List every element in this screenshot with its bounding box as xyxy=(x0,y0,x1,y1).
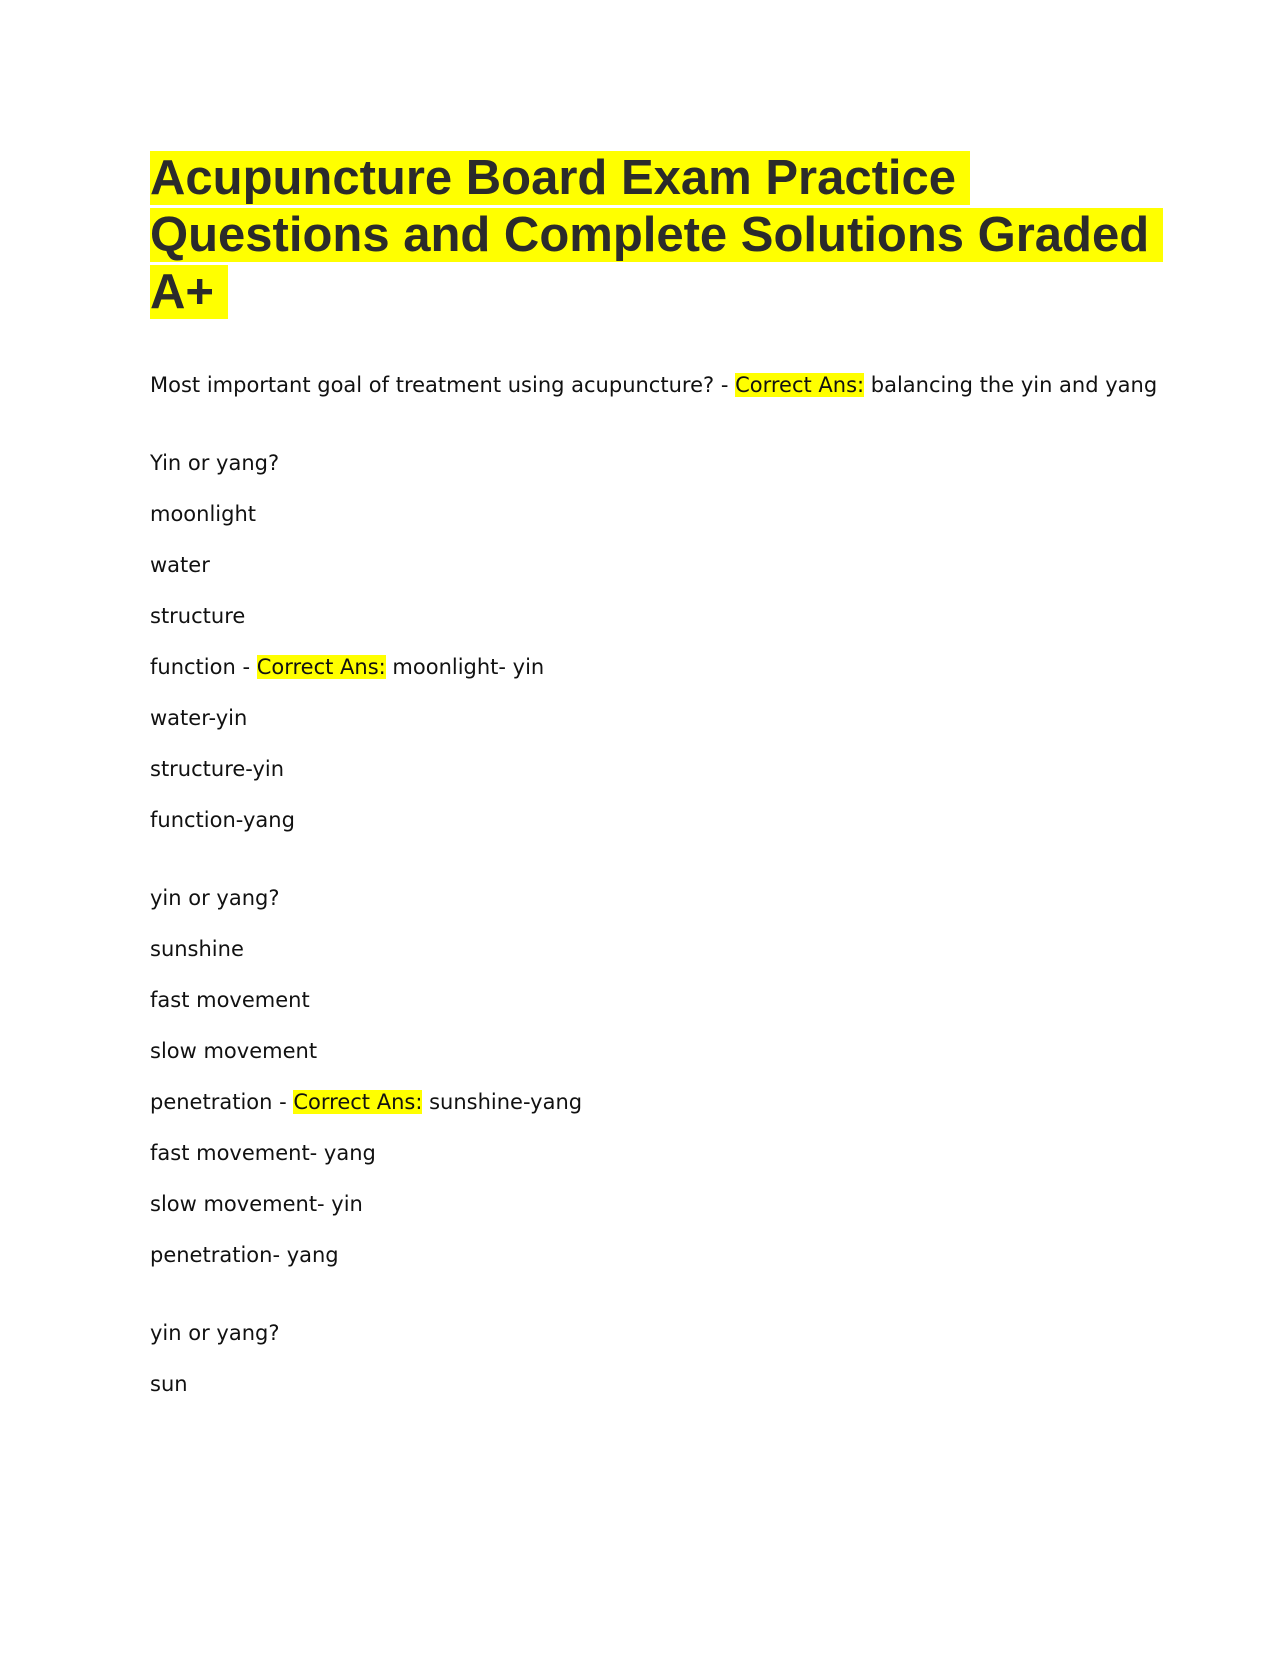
question-2-item: function - xyxy=(150,655,257,679)
question-2-answer: moonlight- yin xyxy=(385,655,545,679)
question-4-text: yin or yang? xyxy=(150,1321,280,1345)
question-1-text: Most important goal of treatment using acupuncture? - xyxy=(150,373,736,397)
question-3-item: fast movement xyxy=(150,988,310,1012)
question-2-answer: function-yang xyxy=(150,808,295,832)
paragraph-gap xyxy=(150,399,1150,449)
paragraph-gap xyxy=(150,834,1150,884)
question-3-item: slow movement xyxy=(150,1039,318,1063)
question-2-item: water xyxy=(150,553,210,577)
question-3-answer-line xyxy=(150,1088,1150,1116)
question-2-item: moonlight xyxy=(150,502,257,526)
question-3-answer: sunshine-yang xyxy=(422,1090,583,1114)
question-2-text: Yin or yang? xyxy=(150,451,280,475)
question-3-text: yin or yang? xyxy=(150,886,280,910)
question-3-item: sunshine xyxy=(150,937,244,961)
question-2-answer: structure-yin xyxy=(150,757,285,781)
question-2-answer-line xyxy=(150,653,1150,681)
question-2-item: structure xyxy=(150,604,246,628)
question-3-answer: fast movement- yang xyxy=(150,1141,376,1165)
question-2-answer: water-yin xyxy=(150,706,248,730)
question-3-item: penetration - xyxy=(150,1090,294,1114)
question-1 xyxy=(150,371,1158,399)
question-4-item: sun xyxy=(150,1372,188,1396)
document-content xyxy=(150,150,1158,1398)
title-highlight: Acupuncture Board Exam Practice Questions and Complete Solutions Graded A+ xyxy=(150,151,1163,319)
question-3-answer: penetration- yang xyxy=(150,1243,339,1267)
correct-ans-highlight: Correct Ans: xyxy=(735,373,865,397)
question-3-answer: slow movement- yin xyxy=(150,1192,363,1216)
document-title xyxy=(150,150,1150,321)
correct-ans-highlight: Correct Ans: xyxy=(293,1090,423,1114)
correct-ans-highlight: Correct Ans: xyxy=(256,655,386,679)
question-1-answer: balancing the yin and yang xyxy=(864,373,1158,397)
paragraph-gap xyxy=(150,1269,1150,1319)
